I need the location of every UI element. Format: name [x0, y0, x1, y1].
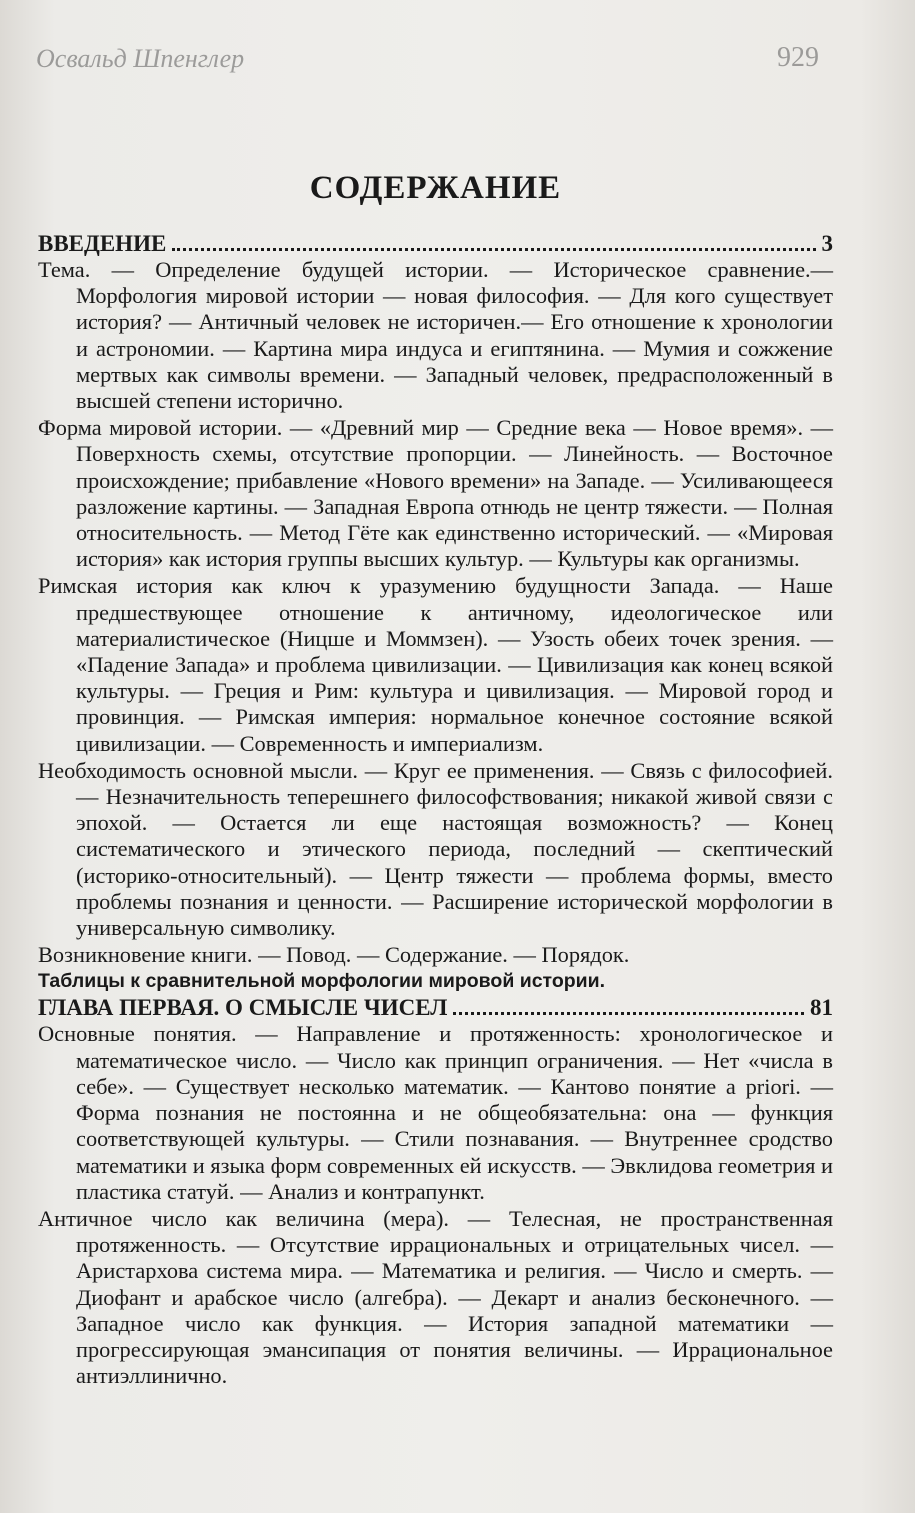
tables-line: Таблицы к сравнительной морфологии мировой истории. — [38, 970, 606, 993]
toc-paragraph: Возникновение книги. — Повод. — Содержание. — Порядок. — [38, 942, 630, 968]
dot-leader — [172, 247, 815, 251]
toc-entry-page: 3 — [821, 231, 833, 256]
toc-paragraph: Форма мировой истории. — «Древний мир — Средние века — Новое время». — Поверхность схемы, отсутствие пропорции. — Линейность. — Восточное происхождение; прибавление «Нового времени» на Западе. — Усиливающееся разложение картины. — Западная Европа отнюдь не центр тяжести. — Полная относительность. — Метод Гёте как единственно исторический. — «Мировая история» как история группы высших культур. — Культуры как организмы. — [38, 415, 833, 572]
table-of-contents — [38, 168, 833, 1390]
running-head-author: Освальд Шпенглер — [36, 44, 245, 73]
page-title: СОДЕРЖАНИЕ — [309, 170, 562, 206]
toc-entry-chapter-one — [38, 994, 833, 1021]
toc-entry-page: 81 — [810, 995, 833, 1021]
toc-paragraph: Античное число как величина (мера). — Телесная, не пространственная протяженность. — Отсутствие иррациональных и отрицательных чисел. — Аристархова система мира. — Математика и религия. — Число и смерть. — Диофант и арабское число (алгебра). — Декарт и анализ бесконечного. — Западное число как функция. — История западной математики — прогрессирующая эмансипация от понятия величины. — Иррациональное антиэллинично. — [38, 1205, 833, 1389]
running-head — [0, 38, 915, 78]
toc-paragraph: Тема. — Определение будущей истории. — Историческое сравнение.— Морфология мировой истории — новая философия. — Для кого существует история? — Античный человек не историчен.— Его отношение к хронологии и астрономии. — Картина мира индуса и египтянина. — Мумия и сожжение мертвых как символы времени. — Западный человек, предрасположенный в высшей степени исторично. — [38, 257, 833, 414]
toc-paragraph: Основные понятия. — Направление и протяженность: хронологическое и математическое число. — Число как принцип ограничения. — Нет «числа в себе». — Существует несколько математик. — Кантово понятие a priori. — Форма познания не постоянна и не общеобязательна: она — функция соответствующей культуры. — Стили познавания. — Внутреннее сродство математики и языка форм современных ей искусств. — Эвклидова геометрия и пластика статуй. — Анализ и контрапункт. — [38, 1021, 833, 1204]
dot-leader — [453, 1011, 804, 1015]
toc-entry-introduction — [38, 230, 833, 257]
toc-paragraph: Необходимость основной мысли. — Круг ее применения. — Связь с философией. — Незначительность теперешнего философствования; никакой живой связи с эпохой. — Остается ли еще настоящая возможность? — Конец систематического и этического периода, последний — скептический (историко-относительный). — Центр тяжести — проблема формы, вместо проблемы познания и ценности. — Расширение исторической морфологии в универсальную символику. — [38, 757, 833, 941]
toc-entry-title: ГЛАВА ПЕРВАЯ. О СМЫСЛЕ ЧИСЕЛ — [38, 995, 448, 1021]
running-head-page-number: 929 — [777, 42, 819, 73]
toc-paragraph: Римская история как ключ к уразумению будущности Запада. — Наше предшествующее отношение к античному, идеологическое или материалистическое (Ницше и Моммзен). — Узость обеих точек зрения. — «Падение Запада» и проблема цивилизации. — Цивилизация как конец всякой культуры. — Греция и Рим: культура и цивилизация. — Мировой город и провинция. — Римская империя: нормальное конечное состояние всякой цивилизации. — Современность и империализм. — [38, 573, 833, 756]
toc-entry-title: ВВЕДЕНИЕ — [38, 231, 167, 256]
